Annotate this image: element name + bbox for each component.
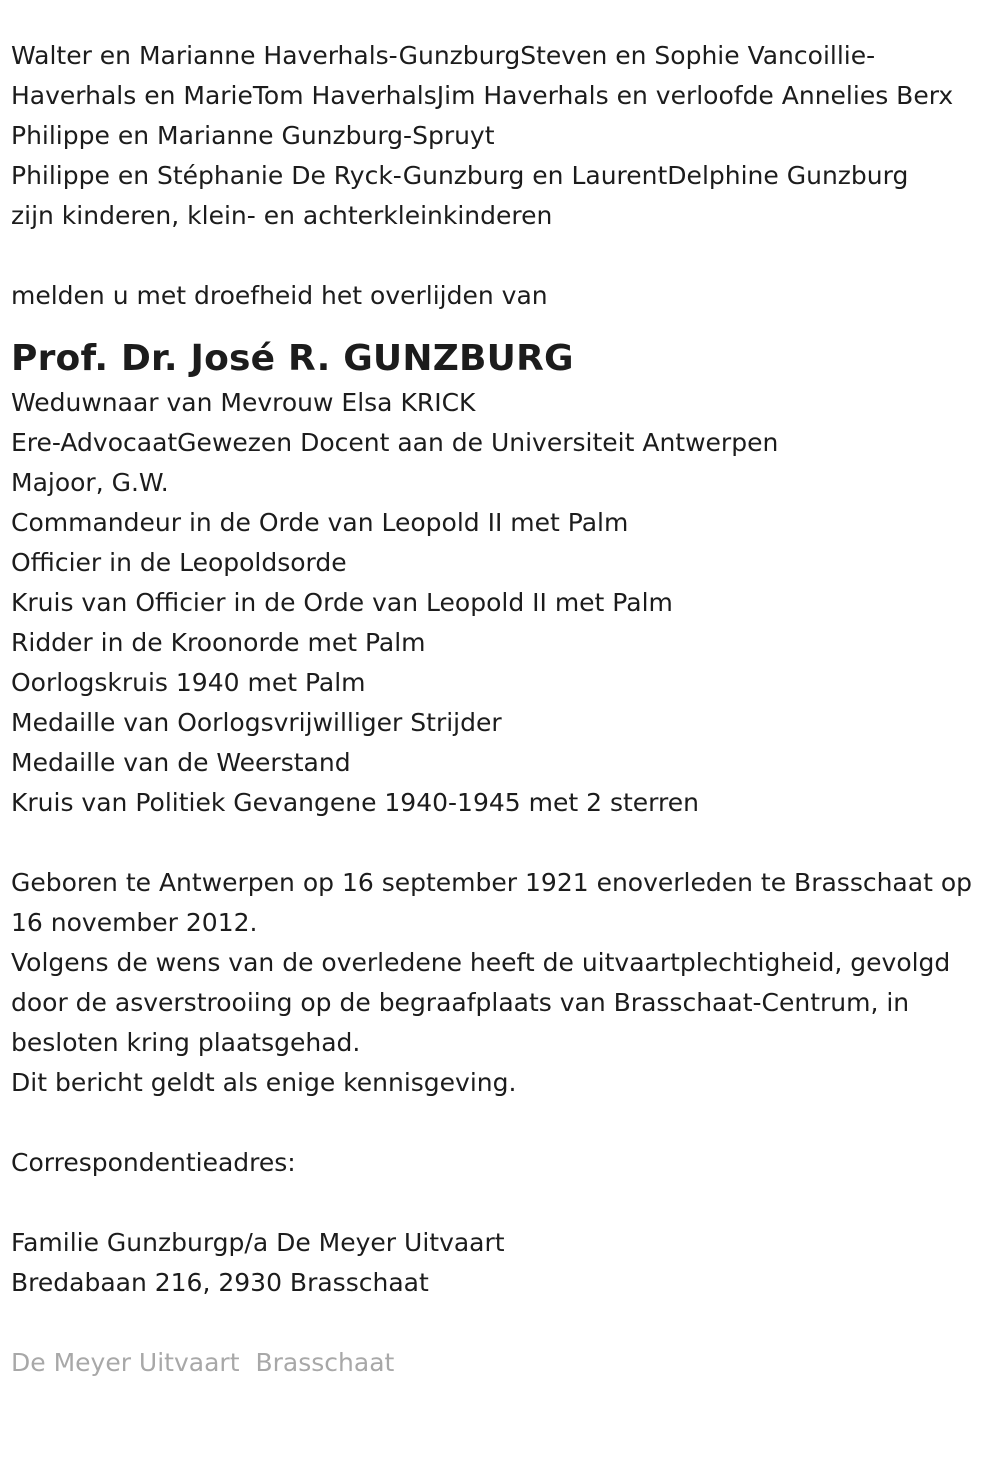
correspondence-label: Correspondentieadres:	[11, 1148, 296, 1177]
deceased-section	[11, 335, 990, 823]
title-line: Majoor, G.W.	[11, 468, 169, 497]
correspondence-line: Familie Gunzburgp/a De Meyer Uitvaart	[11, 1228, 505, 1257]
family-line: zijn kinderen, klein- en achterkleinkinderen	[11, 201, 553, 230]
title-line: Ere-AdvocaatGewezen Docent aan de Universiteit Antwerpen	[11, 428, 779, 457]
spacer	[11, 1103, 990, 1143]
spacer	[11, 1303, 990, 1343]
title-line: Ridder in de Kroonorde met Palm	[11, 628, 426, 657]
spacer	[11, 236, 990, 276]
family-section	[11, 36, 990, 236]
correspondence-section	[11, 1143, 990, 1303]
footer	[11, 1343, 990, 1383]
correspondence-line: Bredabaan 216, 2930 Brasschaat	[11, 1268, 429, 1297]
deceased-name: Prof. Dr. José R. GUNZBURG	[11, 338, 574, 379]
title-line: Kruis van Politiek Gevangene 1940-1945 met 2 sterren	[11, 788, 699, 817]
title-line: Medaille van Oorlogsvrijwilliger Strijder	[11, 708, 502, 737]
title-line: Weduwnaar van Mevrouw Elsa KRICK	[11, 388, 476, 417]
title-line: Medaille van de Weerstand	[11, 748, 351, 777]
footer-location: Brasschaat	[255, 1348, 395, 1377]
announcement-text: melden u met droefheid het overlijden van	[11, 281, 548, 310]
family-line: Philippe en Stéphanie De Ryck-Gunzburg en LaurentDelphine Gunzburg	[11, 161, 909, 190]
funeral-text: Volgens de wens van de overledene heeft de uitvaartplechtigheid, gevolgd door de asverstrooiing op de begraafplaats van Brasschaat-Centrum, in besloten kring plaatsgehad.	[11, 948, 951, 1057]
family-line: Philippe en Marianne Gunzburg-Spruyt	[11, 121, 495, 150]
family-line: Walter en Marianne Haverhals-GunzburgSteven en Sophie Vancoillie-Haverhals en MarieTom HaverhalsJim Haverhals en verloofde Annelies Berx	[11, 41, 954, 110]
born-died-text: Geboren te Antwerpen op 16 september 1921 enoverleden te Brasschaat op 16 november 2012.	[11, 868, 972, 937]
title-line: Oorlogskruis 1940 met Palm	[11, 668, 366, 697]
footer-company: De Meyer Uitvaart	[11, 1348, 240, 1377]
spacer	[11, 823, 990, 863]
title-line: Officier in de Leopoldsorde	[11, 548, 347, 577]
notice-text: Dit bericht geldt als enige kennisgeving.	[11, 1068, 517, 1097]
details-section	[11, 863, 990, 1103]
title-line: Kruis van Officier in de Orde van Leopold II met Palm	[11, 588, 673, 617]
spacer	[11, 1183, 990, 1223]
title-line: Commandeur in de Orde van Leopold II met Palm	[11, 508, 629, 537]
